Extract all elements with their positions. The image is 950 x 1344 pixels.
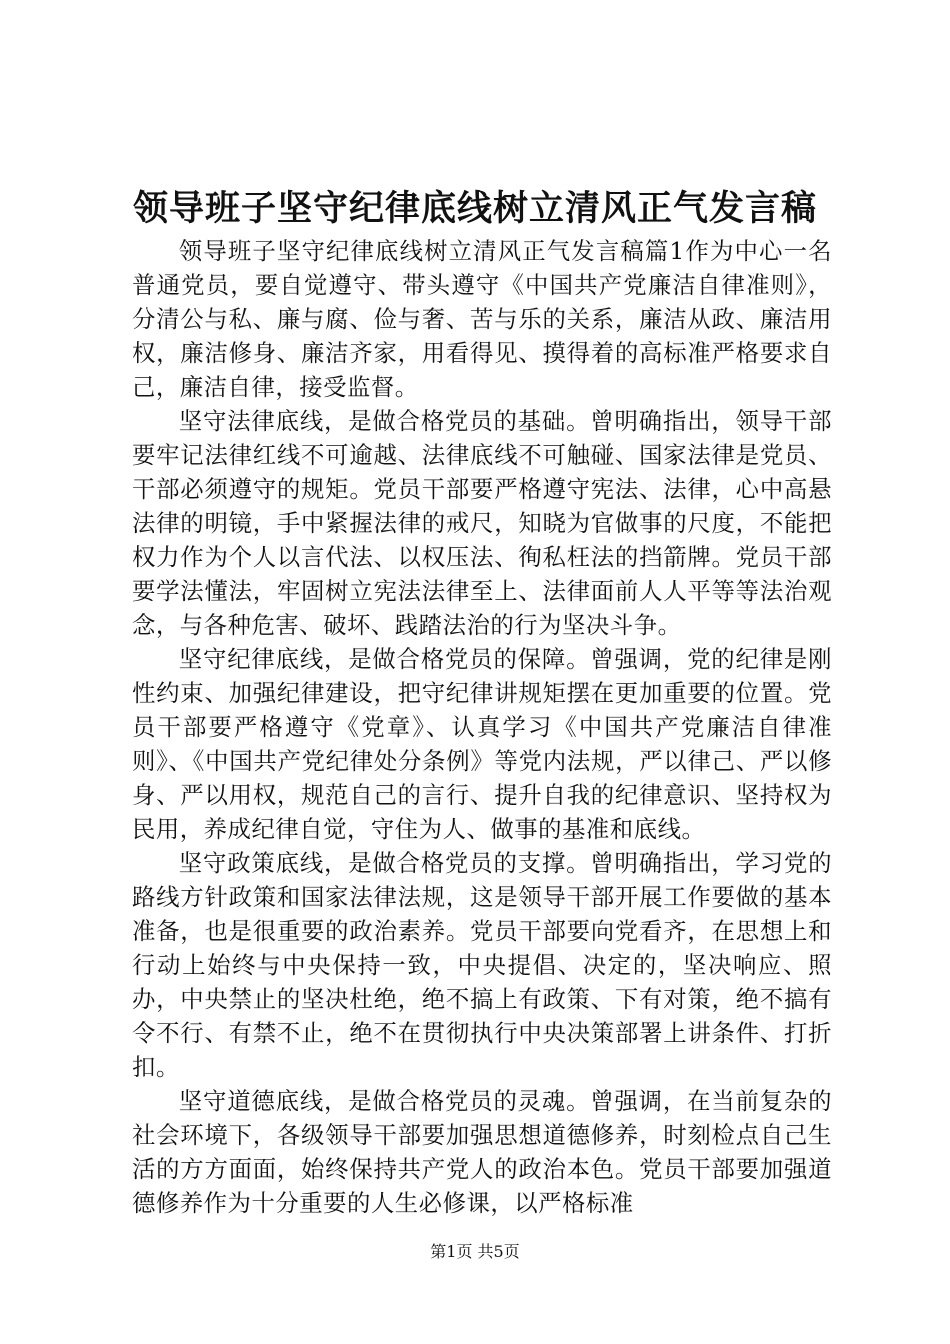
page-number-footer: 第1页 共5页 (430, 1242, 520, 1261)
paragraph-intro: 领导班子坚守纪律底线树立清风正气发言稿篇1作为中心一名普通党员，要自觉遵守、带头遵守《中国共产党廉洁自律准则》，分清公与私、廉与腐、俭与奢、苦与乐的关系，廉洁从政、廉洁用权，廉洁修身、廉洁齐家，用看得见、摸得着的高标准严格要求自己，廉洁自律，接受监督。 (132, 237, 832, 401)
paragraph-policy-baseline: 坚守政策底线，是做合格党员的支撑。曾明确指出，学习党的路线方针政策和国家法律法规，这是领导干部开展工作要做的基本准备，也是很重要的政治素养。党员干部要向党看齐，在思想上和行动上始终与中央保持一致，中央提倡、决定的，坚决响应、照办，中央禁止的坚决杜绝，绝不搞上有政策、下有对策，绝不搞有令不行、有禁不止，绝不在贯彻执行中央决策部署上讲条件、打折扣。 (132, 849, 832, 1081)
document-body (132, 234, 832, 1220)
document-title: 领导班子坚守纪律底线树立清风正气发言稿 (132, 188, 817, 229)
paragraph-law-baseline: 坚守法律底线，是做合格党员的基础。曾明确指出，领导干部要牢记法律红线不可逾越、法律底线不可触碰、国家法律是党员、干部必须遵守的规矩。党员干部要严格遵守宪法、法律，心中高悬法律的明镜，手中紧握法律的戒尺，知晓为官做事的尺度，不能把权力作为个人以言代法、以权压法、徇私枉法的挡箭牌。党员干部要学法懂法，牢固树立宪法法律至上、法律面前人人平等等法治观念，与各种危害、破坏、践踏法治的行为坚决斗争。 (132, 407, 832, 639)
paragraph-moral-baseline: 坚守道德底线，是做合格党员的灵魂。曾强调，在当前复杂的社会环境下，各级领导干部要加强思想道德修养，时刻检点自己生活的方方面面，始终保持共产党人的政治本色。党员干部要加强道德修养作为十分重要的人生必修课，以严格标准 (132, 1087, 832, 1217)
paragraph-discipline-baseline: 坚守纪律底线，是做合格党员的保障。曾强调，党的纪律是刚性约束、加强纪律建设，把守纪律讲规矩摆在更加重要的位置。党员干部要严格遵守《党章》、认真学习《中国共产党廉洁自律准则》、《中国共产党纪律处分条例》等党内法规，严以律己、严以修身、严以用权，规范自己的言行、提升自我的纪律意识、坚持权为民用，养成纪律自觉，守住为人、做事的基准和底线。 (132, 645, 832, 843)
